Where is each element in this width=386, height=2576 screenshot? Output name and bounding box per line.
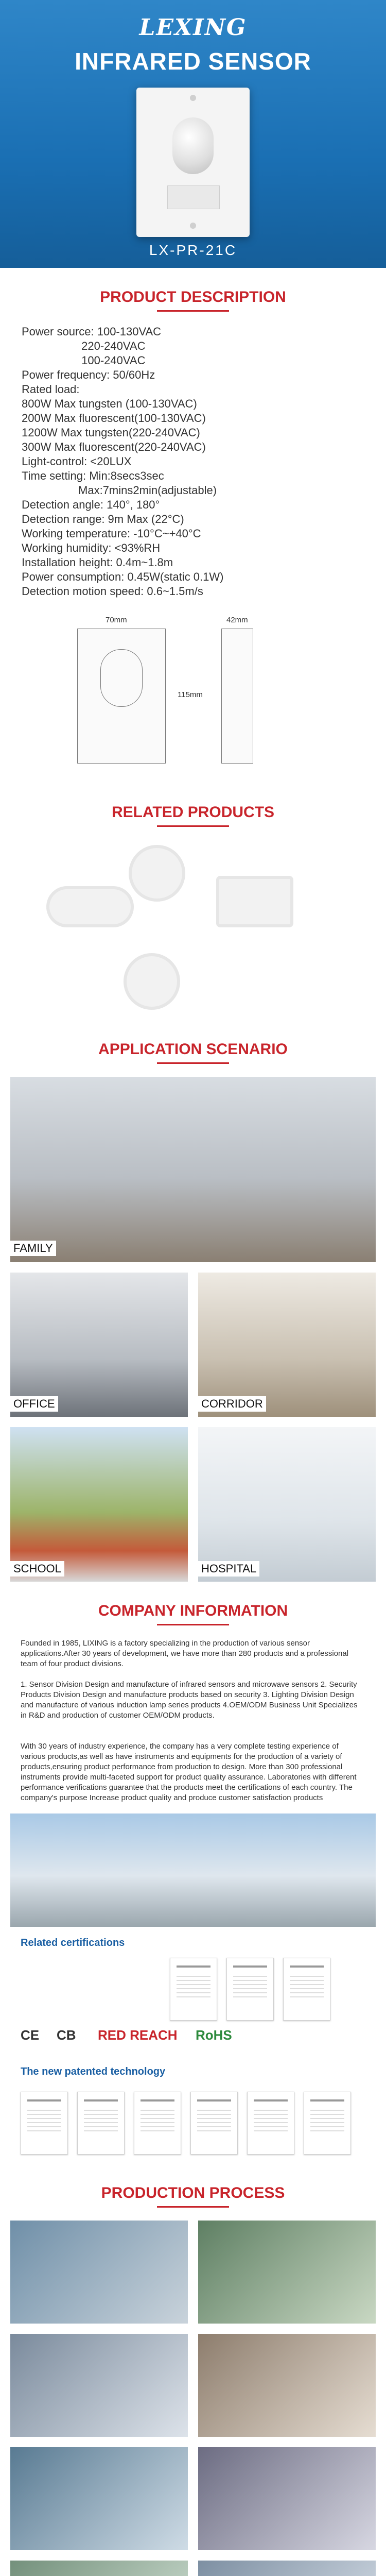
spec-line: Power consumption: 0.45W(static 0.1W) [22,570,224,583]
heading-divider [157,1062,229,1064]
spec-line: Installation height: 0.4m~1.8m [22,556,173,569]
hero-title: INFRARED SENSOR [75,48,311,75]
spec-line: Time setting: Min:8secs3sec [22,469,164,482]
company-experience: With 30 years of industry experience, the company has a very complete testing experience of various products,as well as have instruments and equipments for the production of a variety of products,ensuring product performance from production to design. More than 300 professional instruments provide multi-faceted support for product quality assurance. Laboratories with different performance verifications guarantee that the products meet the certifications of each country. The company's purpose Increase product quality and produce customer satisfaction products [21,1742,357,1802]
company-heading: COMPANY INFORMATION [98,1602,288,1619]
model-number: LX-PR-21C [149,242,237,258]
spec-line: Detection range: 9m Max (22°C) [22,513,184,526]
related-heading: RELATED PRODUCTS [111,804,275,821]
spec-line: 100-240VAC [22,354,146,367]
spec-line: Working humidity: <93%RH [22,541,161,554]
brand-logo: LEXING [139,14,247,41]
cert-logo-red-reach: RED REACH [98,2027,178,2043]
scenario-label: SCHOOL [10,1561,64,1577]
cert-logo-cb: CB [57,2027,76,2043]
scenario-label: OFFICE [10,1396,58,1412]
dim-width: 70mm [106,616,127,624]
scenario-photo-family [10,1077,376,1262]
process-heading: PRODUCTION PROCESS [101,2184,285,2201]
scenario-label: HOSPITAL [198,1561,259,1577]
spec-line: 1200W Max tungsten(220-240VAC) [22,426,200,439]
process-photo [198,2221,376,2324]
side-drawing [221,629,253,764]
scenario-photo-hospital [198,1427,376,1582]
related-product-lamp-sensor[interactable] [46,886,134,927]
patent-document [190,2092,238,2155]
process-photo [198,2447,376,2550]
patent-document [247,2092,294,2155]
certificate-document [170,1958,217,2021]
sensor-lens [172,117,214,174]
company-intro: Founded in 1985, LIXING is a factory specializing in the production of various sensor applications.After 30 years of development, we have more than 280 products and a professional team of four product divisions. [21,1639,349,1668]
related-product-wall-sensor[interactable] [216,876,293,927]
patent-document [21,2092,68,2155]
spec-line: Max:7mins2min(adjustable) [22,484,217,497]
spec-line: Working temperature: -10°C~+40°C [22,527,201,540]
spec-line: 800W Max tungsten (100-130VAC) [22,397,197,410]
spec-line: Rated load: [22,383,80,396]
spec-line: Power frequency: 50/60Hz [22,368,155,381]
spec-line: Detection motion speed: 0.6~1.5m/s [22,585,203,598]
process-photo [10,2334,188,2437]
spec-list [22,325,223,599]
product-image [136,88,250,237]
related-product-dome-sensor[interactable] [124,953,180,1010]
spec-line: Power source: 100-130VAC [22,325,162,338]
description-heading: PRODUCT DESCRIPTION [100,289,286,306]
process-photo [10,2447,188,2550]
factory-photo [10,1814,376,1927]
spec-line: 220-240VAC [22,340,146,352]
front-drawing-lens [100,649,143,707]
cert-logo-ce: CE [21,2027,40,2043]
process-photo [198,2334,376,2437]
screw-icon [190,223,196,229]
patent-document [134,2092,181,2155]
scenario-heading: APPLICATION SCENARIO [98,1041,288,1058]
heading-divider [157,1624,229,1625]
scenario-photo-school [10,1427,188,1582]
heading-divider [157,310,229,312]
screw-icon [190,95,196,101]
switch-button-image [167,185,220,209]
spec-line: Light-control: <20LUX [22,455,132,468]
dim-depth: 42mm [226,616,248,624]
cert-logo-rohs: RoHS [196,2027,232,2043]
related-product-ceiling-sensor[interactable] [129,845,185,902]
patent-document [304,2092,351,2155]
scenario-photo-corridor [198,1273,376,1417]
patent-title: The new patented technology [21,2066,166,2077]
spec-line: Detection angle: 140°, 180° [22,498,160,511]
scenario-label: FAMILY [10,1241,56,1256]
certificate-document [283,1958,330,2021]
heading-divider [157,825,229,827]
hero-banner [0,0,386,268]
spec-line: 300W Max fluorescent(220-240VAC) [22,440,206,453]
company-divisions: 1. Sensor Division Design and manufacture of infrared sensors and microwave sensors 2. Security Products Division Design and manufacture products based on security 3. Lighting Division Design and manufacture of various induction lamp series products 4.OEM/ODM Business Unit Specializes in R&D and production of customer OEM/ODM products. [21,1680,358,1720]
process-photo [10,2221,188,2324]
certificate-document [226,1958,274,2021]
certifications-title: Related certifications [21,1937,125,1948]
scenario-photo-office [10,1273,188,1417]
spec-line: 200W Max fluorescent(100-130VAC) [22,412,206,425]
scenario-label: CORRIDOR [198,1396,266,1412]
process-photo [198,2561,376,2576]
heading-divider [157,2206,229,2208]
patent-document [77,2092,125,2155]
dim-height: 115mm [178,690,203,699]
process-photo [10,2561,188,2576]
